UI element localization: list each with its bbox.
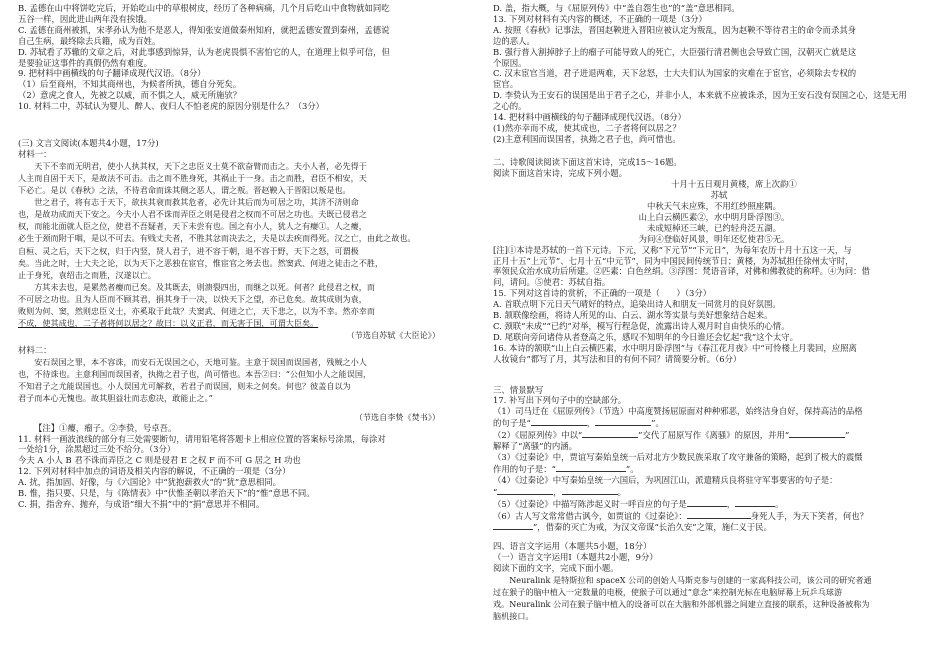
material-1-line-wavy: 也，是故功成而天下安之。今夫小人君不诛而弄臣之则是侵君之权而不可居之功也。夫既已侵君之 [18,209,367,220]
answer-blank[interactable] [687,498,727,507]
q17-2 [493,429,935,441]
q17-2-quote: ” [845,430,850,441]
poem-note: 正月十五“上元节”、七月十五“中元节”，同为中国民间传统节日；黄楼，为苏轼担任徐州太守时， [493,255,854,266]
q10-stem: 10. 材料二中，苏轼认为婴儿、醉人、夜归人不怕老虎的原因分别是什么？（3分） [18,101,325,112]
q16-stem: 16. 本诗的颔联“山上白云横匹素，水中明月卧浮图”与《春江花月夜》中“可怜楼上月裴回，应照离 [493,342,857,353]
material-2-line: 不知君子之尤能误国也。小人误国尤可解救，若君子而误国，则未之何矣。何也？彼盖自以为 [18,381,351,392]
passage-line: 戏。Neuralink 公司在猴子脑中植入的设备可以在大脑和外部机器之间建立直接的联系，这种设备被称为 [493,599,870,610]
q13-option-d: D. 李贽认为王安石的误国是出于君子之心，并非小人，本来就不应被诛杀，因为王安石没有误国之心，这是无用 [493,90,907,101]
period: 。 [617,486,627,497]
material-1-line: 止于身死，袁绍击之而胜，汉遂以亡。 [18,269,156,280]
q13-option-b: B. 强行普入割掉脖子上的瘤子可能导致人的死亡，大臣强行清君侧也会导致亡国，汉朝灭亡就是这 [493,46,857,57]
q15-option-d: D. 尾联向旁问诸侍从者登高之乐，感叹不知明年的今日谁还会忆起“我”这个太守。 [493,331,799,342]
q17-2-prefix: （2）《屈原列传》中以“ [493,430,583,441]
passage-line: 脑机接口。 [493,611,534,622]
q17-1-cont [493,417,935,429]
q17-6-middle: 身死人手，为天下笑者，何也？ [750,510,869,521]
section-title-language: 四、语言文字运用（本题共5小题，18分） [493,541,652,552]
q17-4-cont [493,486,935,498]
q17-stem: 17. 补写出下列句子中的空缺部分。 [493,395,627,406]
poem-note: 率领民众治水成功后所建。②匹素：白色丝绢。③浮图：梵语音译，对佛和佛教徒的称呼。④为问：借 [493,266,870,277]
q13-option-c: C. 汉末宦官当道，君子进退两难，天下忿怒，士大夫们认为国家的灾难在于宦官，必须除去专权的 [493,68,857,79]
passage-line: 过在猴子的脑中植入一定数量的电极，使猴子可以通过“意念”来控制光标在电脑屏幕上玩乒乓球游 [493,587,843,598]
q8-option-d-line2: 是要验证这事件的真假仍然有难度。 [18,57,152,68]
material-2-label: 材料二： [18,345,52,356]
q17-2-middle: ”交代了屈原写作《离骚》的原因，并用“ [638,430,790,441]
q13-option-b-cont: 个原因。 [493,57,527,68]
q15-option-c: C. 颈联“未成”“已约”对举，模写行程急促，流露出诗人观月时自由快乐的心情。 [493,320,790,331]
q9-item-2: （2）意虎之食人，先被之以威，而不惧之人，威无所施欤？ [18,90,242,101]
answer-blank[interactable] [531,417,587,426]
answer-blank[interactable] [582,429,638,438]
q17-3: （3）《过秦论》中，贾谊写秦始皇统一后对北方少数民族采取了攻守兼备的策略，起到了极大的震慑 [493,452,863,462]
q17-2-cont: 解释了“离骚”的内涵。 [493,441,577,452]
q15-option-a: A. 首联点明下元日天气晴好的特点，追染出诗人和朋友一同赏月的良好氛围。 [493,299,781,310]
q17-4-quote: “ [493,486,498,497]
material-1-p3-line: 方其未去也，是累然者瘿而已矣。及其既去，则溃裂四出，而继之以死。何者？此侵君之权，而 [34,281,375,292]
q17-6-suffix: ”，借秦的灭亡为戒，为汉文帝谋“长治久安”之策，施仁义于民。 [533,522,772,533]
q14-item-2: (2)主意利国而误国者，执拗之君子也，尚可惜也。 [493,133,681,144]
q8-option-d-line1: D. 苏轼看了苏辙的文章之后，对此事感到惊异，认为老虎畏惧不害怕它的人，在道理上似乎可信，但 [18,46,390,57]
material-1-line: 自桓、灵之后，天下之权，归于内竖，贤人君子，进不容于朝，退不容于野，天下之怒，可谓极 [18,245,359,256]
material-2-line: 安石误国之罪，本不容诛，而安石无误国之心，天地可鉴。主意于误国而误国者，残贼之小人 [34,357,367,368]
q17-5-prefix: （5）《过秦论》中描写陈涉起义时一呼百应的句子是 [493,498,687,509]
material-1-source: （节选自苏轼《大臣论》） [346,330,440,341]
section-title-classical: (三) 文言文阅读(本题共4小题，17分) [18,138,159,149]
q8-option-c-line1: C. 孟德在商州被抓，宋孝孙认为他不是恶人，得知张安道做秦州知府，就把孟德安置到秦州，孟德说 [18,24,390,35]
comma: ， [586,418,596,429]
material-2-source: （节选自李贽《焚书》） [354,411,440,422]
period: 。 [775,498,784,509]
left-column [18,3,480,510]
answer-blank[interactable] [595,417,651,426]
section-title-poetry: 二、诗歌阅读阅读下面这首宋诗，完成15～16题。 [493,156,682,167]
material-1-p3-line-underlined: 不成，使其成也，二子者将何以居之？故曰：以义正君，而无害于国，可谓大臣矣。 [18,318,319,329]
section-title-dictation: 三、情景默写 [493,384,544,395]
poem-line: 为问④登临好风景，明年还忆使君⑤无。 [638,233,790,244]
q11-stem: 11. 材料一画波浪线的部分有三处需要断句，请用铅笔将答题卡上相应位置的答案标号涂黑，每涂对 [18,433,386,444]
right-column [493,3,935,622]
q11-stem-2: 一处给1分，涂黑超过三处不给分。（3分） [18,444,176,455]
q12-option-c: C. 捐，指舍弃、抛弃，与成语“细大不捐”中的“捐”意思并不相同。 [18,499,265,509]
q17-6-cont [493,521,935,533]
poem-note: [注]①本诗是苏轼的一首下元诗。下元，又称“下元节”“下元日”，为每年农历十月十五这一天，与 [493,244,852,255]
q17-3-prefix: 作用的句子是：“ [493,463,556,474]
poem-author: 苏轼 [710,189,728,200]
poem-title: 十月十五日观月黄楼，席上次韵① [671,178,797,189]
material-1-label: 材料一： [18,148,52,159]
answer-blank[interactable] [789,429,845,438]
poem-line: 未成短棹还三峡，已约轻舟泛五湖。 [647,222,781,233]
q9-stem: 9. 把材料中画横线的句子翻译成现代汉语。（8分） [18,68,206,79]
q17-6-prefix: （6）古人写文常常借古讽今，如贾谊的《过秦论》： [493,510,687,521]
q17-3-suffix: ”。 [625,463,639,474]
q12-option-d: D. 盖，指大概，与《屈原列传》中“盖自怨生也”的“盖”意思相同。 [493,3,740,13]
q8-option-c-line2: 自己生病，最终除去兵籍，成为百姓。 [18,35,161,46]
poem-line: 山上白云横匹素②，水中明月卧浮图③。 [638,211,790,222]
answer-blank[interactable] [493,521,533,530]
q17-3-cont [493,463,935,475]
q14-item-1: (1)然亦幸而不成，使其成也，二子者将何以居之？ [493,122,681,133]
q8-option-b-line2: 五谷一样，因此进山两年没有挨饿。 [18,13,152,24]
section-subtitle-language: （一）语言文字运用Ⅰ（本题共2小题，9分） [493,552,658,563]
q17-1: （1）司马迁在《屈原列传》（节选）中高度赞扬屈原面对种种邪恶，始终洁身自好，保持高洁的品格 [493,406,863,417]
poem-note: 问，请问。⑤使君：苏轼自指。 [493,277,611,288]
q11-options: 今夫 A 小人 B 君不诛而弄臣之 C 则是侵君 E 之权 F 而不可 G 居之 H 功也 [18,455,301,466]
material-1-line: 世之君子，将有志于天下，欲扶其衰而救其危者，必先计其后而为可居之功，其济不济则命 [34,197,359,208]
material-1-line: 天下不幸而无明君，使小人执其权，天下之忠臣义士莫不欲奋臂而击之。夫小人者，必先得于 [34,160,367,171]
q15-stem: 15. 下列对这首诗的赏析，不正确的一项是（ ）（3分） [493,288,712,299]
material-1-line: 下必亡。是以《春秋》之法，不待君命而诛其侧之恶人，谓之叛。晋赵鞅入于晋阳以叛是也。 [18,185,351,196]
q13-stem: 13. 下列对材料有关内容的概述，不正确的一项是（3分） [493,13,707,24]
answer-blank[interactable] [687,510,751,519]
answer-blank[interactable] [556,463,626,472]
material-2-line: 也，不待诛也。主意利国而误国者，执拗之君子也，尚可惜也。本吾②曰：“公但知小人之能误国， [18,369,372,380]
notes: 【注】①瘿，瘤子。②李贽，号卓吾。 [34,422,177,433]
q14-stem: 14. 把材料中画横线的句子翻译成现代汉语。（8分） [493,112,686,123]
passage-line: Neuralink 是特斯拉和 spaceX 公司的创始人马斯克参与创建的一家高科技公司，该公司的研究者通 [509,575,872,586]
q13-option-a-cont: 边的恶人。 [493,35,535,46]
answer-blank[interactable] [735,498,775,507]
material-2-line: 君子而本心无愧也。故其胆益壮而志愈决，敢能止之。” [18,393,213,404]
material-1-p3-line: 不可居之功也。且为人臣而不顾其君，捐其身于一决，以快天下之望，亦已危矣。故其成则为袁， [18,293,367,304]
q12-option-a: A. 扰，指加固、好像，与《六国论》中“犹抱薪救火”的“犹”意思相同。 [18,477,281,488]
q13-option-a: A. 按照《春秋》记事法，晋国赵鞅进入晋阳应被认定为叛乱，因为赵鞅不等待君主的命令而杀其身 [493,24,857,35]
material-1-line: 权，而能北面就人臣之位，使君不吾疑者，天下未尝有也。国之有小人，犹人之有瘿①。人之瘿， [18,221,367,232]
q13-option-c-cont: 宦官。 [493,79,519,90]
reading-instruction: 阅读下面的文字，完成下面小题。 [493,563,619,574]
q17-4: （4）《过秦论》中写秦始皇统一六国后，为巩固江山，派遣精兵良将驻守军事要害的句子是： [493,474,838,485]
q17-5 [493,498,935,510]
material-1-line: 矣。当此之时，士大夫之论，以为天下之恶独在宦官，惟宦官之务去也。然窦武、何进之徒击之不胜， [18,257,384,268]
q9-item-1: （1）后至商州，不知其商州也，为候者所执，德自分死矣。 [18,79,242,90]
q12-stem: 12. 下列对材料中加点的词语及相关内容的解说，不正确的一项是（3分） [18,466,291,477]
poem-line: 中秋天气未应殊，不用红纱照座隅。 [647,200,781,211]
q12-option-b: B. 惟，指只要、只是，与《陈情表》中“伏惟圣朝以孝治天下”的“惟”意思不同。 [18,488,315,499]
material-1-p3-line: 败则为何、窦，然则忠臣义士，亦奚取于此哉？夫窦武、何进之亡，天下悲之，以为不幸。然亦幸而 [18,306,376,316]
q16-stem-2: 人妆镜台”都写了月，其写法和目的有何不同？请简要分析。（6分） [493,353,742,364]
material-1-line: 人主而自固于天下，是故法不可击。击之而不胜身死，其祸止于一身。击之而胜，君臣不相安，天 [18,172,367,183]
q17-1-suffix: ”。 [651,418,664,429]
answer-blank[interactable] [562,486,618,495]
poetry-instruction: 阅读下面这首宋诗，完成下列小题。 [493,167,627,178]
q17-1-prefix: 的句子是“ [493,418,531,429]
q17-6 [493,510,935,522]
comma: ， [726,498,736,509]
q15-option-b: B. 颔联像绘画，将诗人所见的山、白云、湖水等实景与美好想象结合起来。 [493,310,773,321]
material-1-line: 必生于颈而附于咽，是以不可去。有贱丈夫者，不胜其忿而决去之，夫是以去疾而得死。汉之亡，由此之故也。 [18,233,416,244]
comma: ， [553,486,562,497]
q13-option-d-cont: 之心的。 [493,101,527,112]
q8-option-b-line1: B. 孟德在山中将饼吃完后，开始吃山中的草根树皮，经历了各种病痛，几个月后吃山中食物就如同吃 [18,3,390,13]
answer-blank[interactable] [497,486,553,495]
